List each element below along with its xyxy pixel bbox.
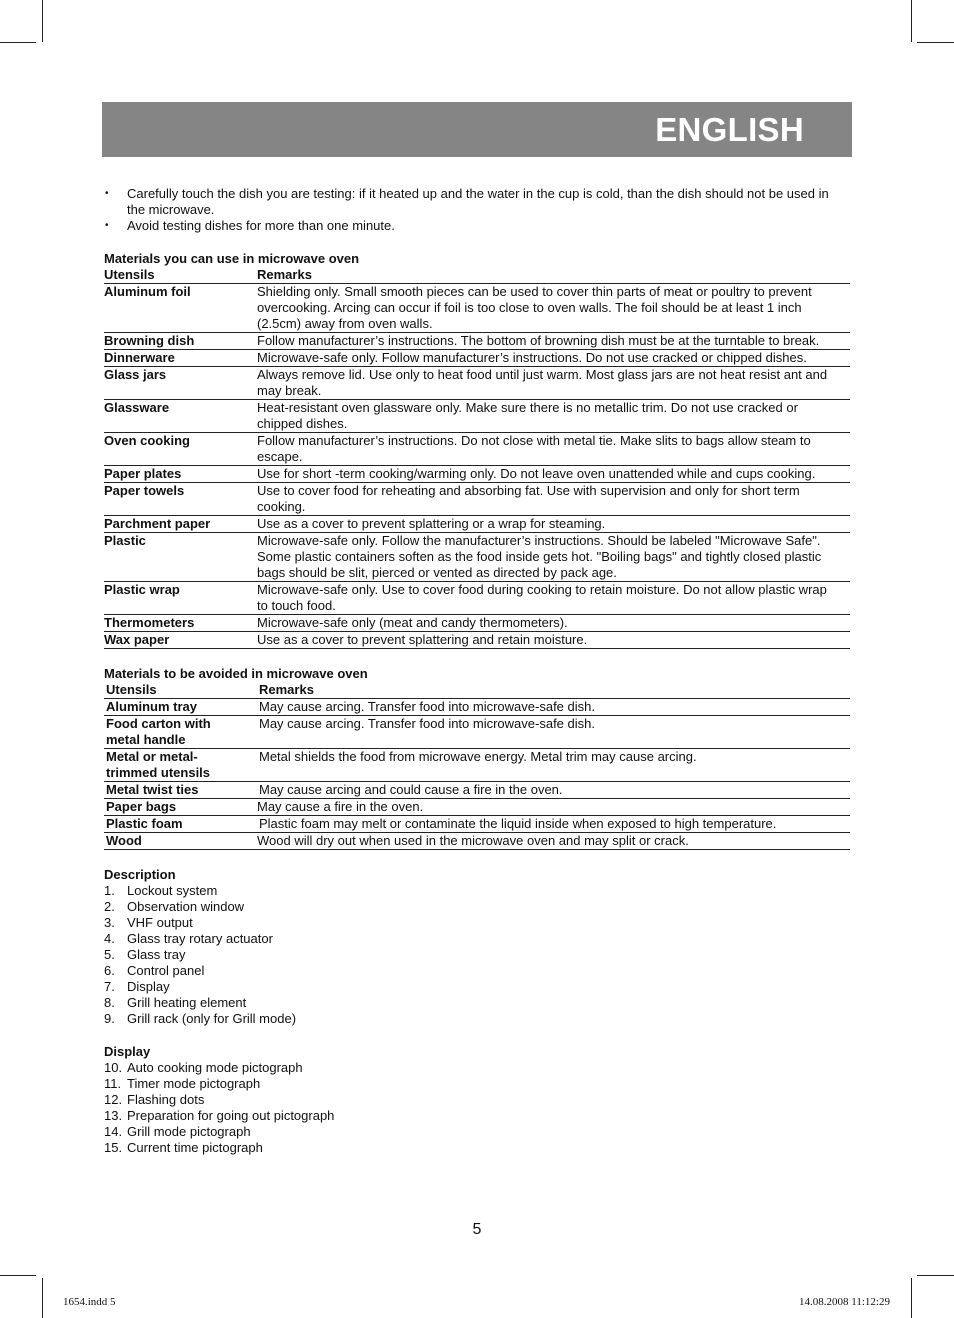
column-header-remarks: Remarks bbox=[259, 682, 314, 697]
table-row: Paper bags May cause a fire in the oven. bbox=[104, 799, 850, 816]
date-slug: 14.08.2008 11:12:29 bbox=[799, 1296, 890, 1308]
crop-mark bbox=[0, 1275, 36, 1276]
list-item: 7. Display bbox=[104, 979, 170, 994]
column-header-utensils: Utensils bbox=[106, 682, 157, 697]
list-item: 14. Grill mode pictograph bbox=[104, 1124, 251, 1139]
column-header-remarks: Remarks bbox=[257, 267, 312, 282]
bullet-icon: • bbox=[105, 220, 109, 231]
bullet-icon: • bbox=[105, 188, 109, 199]
crop-mark bbox=[0, 42, 36, 43]
list-item: 8. Grill heating element bbox=[104, 995, 247, 1010]
table-row: Thermometers Microwave-safe only (meat and candy thermometers). bbox=[104, 615, 850, 632]
table-row: Glassware Heat-resistant oven glassware only. Make sure there is no metallic trim. Do not use cracked or chipped dishes. bbox=[104, 400, 850, 433]
materials-avoid-table bbox=[104, 682, 850, 850]
table-row: Metal twist ties May cause arcing and could cause a fire in the oven. bbox=[104, 782, 850, 799]
list-item: 6. Control panel bbox=[104, 963, 205, 978]
table-row: Metal or metal-trimmed utensils Metal shields the food from microwave energy. Metal trim may cause arcing. bbox=[104, 749, 850, 782]
file-slug: 1654.indd 5 bbox=[63, 1296, 116, 1308]
table-row: Food carton with metal handle May cause arcing. Transfer food into microwave-safe dish. bbox=[104, 716, 850, 749]
section-title-materials-avoid: Materials to be avoided in microwave oven bbox=[104, 666, 368, 681]
page-number: 5 bbox=[472, 1221, 482, 1238]
crop-mark bbox=[911, 1278, 912, 1318]
table-row: Parchment paper Use as a cover to prevent splattering or a wrap for steaming. bbox=[104, 516, 850, 533]
page-title: ENGLISH bbox=[655, 111, 804, 148]
display-list bbox=[104, 1060, 850, 1156]
table-row: Plastic foam Plastic foam may melt or contaminate the liquid inside when exposed to high temperature. bbox=[104, 816, 850, 833]
column-header-utensils: Utensils bbox=[104, 267, 155, 282]
table-row: Wax paper Use as a cover to prevent splattering and retain moisture. bbox=[104, 632, 850, 649]
bullet-list bbox=[104, 186, 850, 234]
list-item: 12. Flashing dots bbox=[104, 1092, 205, 1107]
table-row: Wood Wood will dry out when used in the microwave oven and may split or crack. bbox=[104, 833, 850, 850]
section-title-display: Display bbox=[104, 1044, 151, 1059]
table-row: Paper towels Use to cover food for reheating and absorbing fat. Use with supervision and only for short term cooking. bbox=[104, 483, 850, 516]
list-item: 9. Grill rack (only for Grill mode) bbox=[104, 1011, 297, 1026]
crop-mark bbox=[917, 42, 954, 43]
crop-mark bbox=[42, 1278, 43, 1318]
section-title-description: Description bbox=[104, 867, 176, 882]
list-item: 13. Preparation for going out pictograph bbox=[104, 1108, 335, 1123]
list-item: 15. Current time pictograph bbox=[104, 1140, 263, 1155]
description-list bbox=[104, 883, 850, 1027]
list-item: • Carefully touch the dish you are testing: if it heated up and the water in the cup is cold, than the dish should not be used in the microwave. bbox=[105, 186, 829, 217]
table-row: Aluminum foil Shielding only. Small smooth pieces can be used to cover thin parts of meat or poultry to prevent overcooking. Arcing can occur if foil is too close to oven walls. The foil should be at least 1 inch (2.5cm) away from oven walls. bbox=[104, 284, 850, 333]
table-row: Aluminum tray May cause arcing. Transfer food into microwave-safe dish. bbox=[104, 699, 850, 716]
page-content bbox=[104, 186, 850, 1156]
table-header-row bbox=[104, 682, 850, 699]
list-item: 3. VHF output bbox=[104, 915, 193, 930]
table-row: Dinnerware Microwave-safe only. Follow manufacturer’s instructions. Do not use cracked or chipped dishes. bbox=[104, 350, 850, 367]
table-row: Plastic wrap Microwave-safe only. Use to cover food during cooking to retain moisture. Do not allow plastic wrap to touch food. bbox=[104, 582, 850, 615]
header-banner bbox=[102, 102, 852, 157]
list-item: 11. Timer mode pictograph bbox=[104, 1076, 261, 1091]
table-row: Oven cooking Follow manufacturer’s instructions. Do not close with metal tie. Make slits to bags allow steam to escape. bbox=[104, 433, 850, 466]
table-row: Plastic Microwave-safe only. Follow the manufacturer’s instructions. Should be labeled "Microwave Safe". Some plastic containers soften as the food inside gets hot. "Boiling bags" and tightly closed plastic bags should be slit, pierced or vented as directed by pack age. bbox=[104, 533, 850, 582]
section-title-materials-use: Materials you can use in microwave oven bbox=[104, 251, 360, 266]
list-item: • Avoid testing dishes for more than one minute. bbox=[105, 218, 395, 233]
list-item: 2. Observation window bbox=[104, 899, 245, 914]
table-row: Browning dish Follow manufacturer’s instructions. The bottom of browning dish must be at the turntable to break. bbox=[104, 333, 850, 350]
table-row: Glass jars Always remove lid. Use only to heat food until just warm. Most glass jars are not heat resist ant and may break. bbox=[104, 367, 850, 400]
crop-mark bbox=[917, 1275, 954, 1276]
table-row: Paper plates Use for short -term cooking/warming only. Do not leave oven unattended while and cups cooking. bbox=[104, 466, 850, 483]
materials-use-table bbox=[104, 267, 850, 649]
table-header-row bbox=[104, 267, 850, 284]
crop-mark bbox=[911, 0, 912, 42]
list-item: 4. Glass tray rotary actuator bbox=[104, 931, 273, 946]
list-item: 10. Auto cooking mode pictograph bbox=[104, 1060, 303, 1075]
list-item: 1. Lockout system bbox=[104, 883, 218, 898]
crop-mark bbox=[42, 0, 43, 42]
list-item: 5. Glass tray bbox=[104, 947, 186, 962]
